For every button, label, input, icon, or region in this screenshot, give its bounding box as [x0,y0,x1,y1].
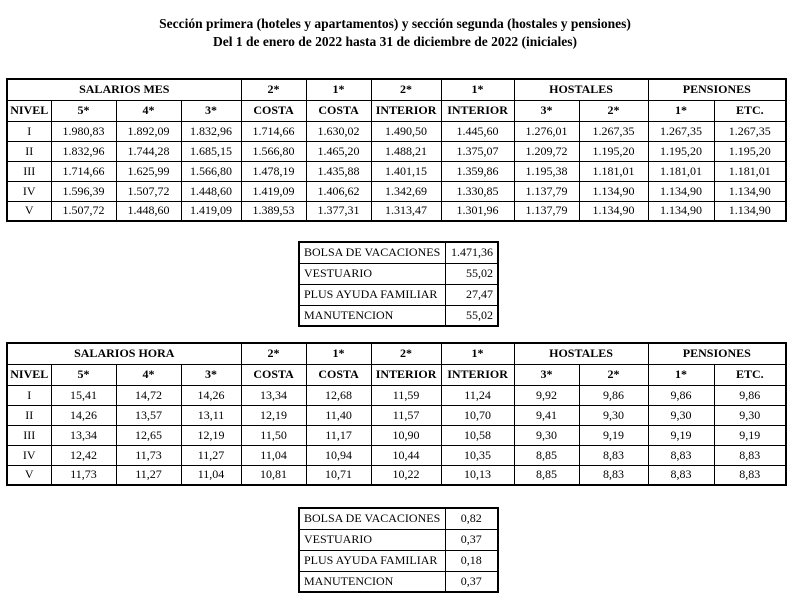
value-cell: 1.389,53 [241,201,306,221]
value-cell: 10,44 [371,445,441,465]
value-cell: 12,19 [241,405,306,425]
value-cell: 8,83 [714,445,786,465]
extra-value-cell: 0,18 [445,550,498,571]
col-header-cell: INTERIOR [371,364,441,385]
value-cell: 1.685,15 [181,141,241,161]
value-cell: 1.276,01 [514,121,579,141]
value-cell: 13,34 [51,425,116,445]
table-row [7,201,786,221]
col-header-cell: COSTA [241,364,306,385]
table-row [7,121,786,141]
value-cell: 10,90 [371,425,441,445]
value-cell: 11,73 [51,465,116,485]
nivel-cell: V [7,201,51,221]
nivel-cell: IV [7,181,51,201]
table-row [299,529,498,550]
value-cell: 1.507,72 [51,201,116,221]
value-cell: 11,59 [371,385,441,405]
col-header-cell: 3* [181,364,241,385]
table-row [7,181,786,201]
extra-value-cell: 0,37 [445,529,498,550]
value-cell: 1.401,15 [371,161,441,181]
col-header-cell: 4* [116,100,181,121]
value-cell: 1.465,20 [306,141,371,161]
extra-label-cell: BOLSA DE VACACIONES [299,242,445,263]
value-cell: 10,71 [306,465,371,485]
value-cell: 1.448,60 [116,201,181,221]
extras-mes-table [298,241,499,327]
table-row [299,508,498,529]
table-row [7,385,786,405]
value-cell: 12,19 [181,425,241,445]
value-cell: 8,85 [514,445,579,465]
table-title-cell: SALARIOS MES [7,79,241,100]
value-cell: 11,40 [306,405,371,425]
group-header-cell: HOSTALES [514,343,648,364]
col-header-cell: 2* [579,100,648,121]
value-cell: 1.630,02 [306,121,371,141]
value-cell: 1.375,07 [441,141,514,161]
group-header-cell: 1* [306,343,371,364]
value-cell: 10,81 [241,465,306,485]
value-cell: 1.181,01 [648,161,714,181]
extra-label-cell: PLUS AYUDA FAMILIAR [299,550,445,571]
nivel-cell: IV [7,445,51,465]
value-cell: 9,30 [514,425,579,445]
value-cell: 1.419,09 [241,181,306,201]
value-cell: 13,34 [241,385,306,405]
value-cell: 1.445,60 [441,121,514,141]
value-cell: 1.744,28 [116,141,181,161]
title-line-2: Del 1 de enero de 2022 hasta 31 de diciembre de 2022 (iniciales) [213,34,577,49]
group-header-cell: 1* [306,79,371,100]
group-header-cell: PENSIONES [648,343,786,364]
value-cell: 11,57 [371,405,441,425]
group-header-row [7,79,786,100]
col-header-cell: ETC. [714,364,786,385]
value-cell: 11,04 [181,465,241,485]
col-header-cell: 3* [514,100,579,121]
value-cell: 10,35 [441,445,514,465]
value-cell: 1.435,88 [306,161,371,181]
table-row [7,161,786,181]
col-header-cell: 5* [51,364,116,385]
value-cell: 9,86 [648,385,714,405]
value-cell: 1.406,62 [306,181,371,201]
group-header-cell: 2* [241,343,306,364]
extra-value-cell: 1.471,36 [445,242,498,263]
value-cell: 1.832,96 [51,141,116,161]
col-header-cell: 3* [514,364,579,385]
value-cell: 10,13 [441,465,514,485]
value-cell: 1.195,38 [514,161,579,181]
extra-value-cell: 55,02 [445,263,498,284]
value-cell: 12,65 [116,425,181,445]
value-cell: 1.267,35 [648,121,714,141]
nivel-cell: II [7,141,51,161]
group-header-cell: 2* [371,343,441,364]
value-cell: 1.195,20 [648,141,714,161]
value-cell: 1.134,90 [579,181,648,201]
table-row [7,425,786,445]
group-header-row [7,343,786,364]
value-cell: 1.267,35 [714,121,786,141]
nivel-cell: I [7,121,51,141]
value-cell: 9,30 [714,405,786,425]
value-cell: 10,70 [441,405,514,425]
value-cell: 1.625,99 [116,161,181,181]
value-cell: 1.342,69 [371,181,441,201]
table-row [299,284,498,305]
salarios-mes-table [6,78,787,222]
value-cell: 12,68 [306,385,371,405]
value-cell: 9,30 [579,405,648,425]
value-cell: 1.209,72 [514,141,579,161]
extra-value-cell: 55,02 [445,305,498,326]
value-cell: 12,42 [51,445,116,465]
value-cell: 11,73 [116,445,181,465]
extra-label-cell: MANUTENCION [299,571,445,592]
value-cell: 9,86 [714,385,786,405]
col-header-cell: INTERIOR [441,364,514,385]
col-header-cell: ETC. [714,100,786,121]
value-cell: 1.267,35 [579,121,648,141]
value-cell: 1.596,39 [51,181,116,201]
value-cell: 9,19 [579,425,648,445]
nivel-cell: I [7,385,51,405]
value-cell: 11,27 [181,445,241,465]
value-cell: 1.490,50 [371,121,441,141]
value-cell: 1.359,86 [441,161,514,181]
value-cell: 1.980,83 [51,121,116,141]
column-header-row [7,100,786,121]
extra-value-cell: 27,47 [445,284,498,305]
table-row [299,263,498,284]
value-cell: 1.134,90 [714,201,786,221]
group-header-cell: PENSIONES [648,79,786,100]
value-cell: 11,27 [116,465,181,485]
value-cell: 14,72 [116,385,181,405]
col-header-cell: 3* [181,100,241,121]
group-header-cell: 1* [441,79,514,100]
value-cell: 1.377,31 [306,201,371,221]
nivel-cell: III [7,161,51,181]
extra-label-cell: BOLSA DE VACACIONES [299,508,445,529]
value-cell: 1.892,09 [116,121,181,141]
col-header-cell: 2* [579,364,648,385]
extra-label-cell: VESTUARIO [299,263,445,284]
table-row [299,305,498,326]
extra-value-cell: 0,37 [445,571,498,592]
document-title [0,15,790,51]
value-cell: 1.507,72 [116,181,181,201]
extra-value-cell: 0,82 [445,508,498,529]
value-cell: 1.181,01 [714,161,786,181]
value-cell: 1.195,20 [579,141,648,161]
nivel-cell: V [7,465,51,485]
value-cell: 1.137,79 [514,181,579,201]
title-line-1: Sección primera (hoteles y apartamentos) y sección segunda (hostales y pensiones) [159,16,631,31]
value-cell: 1.566,80 [241,141,306,161]
value-cell: 9,92 [514,385,579,405]
col-header-cell: 4* [116,364,181,385]
value-cell: 11,24 [441,385,514,405]
col-header-cell: NIVEL [7,364,51,385]
value-cell: 1.301,96 [441,201,514,221]
value-cell: 11,17 [306,425,371,445]
nivel-cell: II [7,405,51,425]
value-cell: 15,41 [51,385,116,405]
table-row [7,141,786,161]
value-cell: 9,30 [648,405,714,425]
extra-label-cell: MANUTENCION [299,305,445,326]
nivel-cell: III [7,425,51,445]
col-header-cell: 5* [51,100,116,121]
value-cell: 13,57 [116,405,181,425]
col-header-cell: COSTA [241,100,306,121]
col-header-cell: NIVEL [7,100,51,121]
value-cell: 13,11 [181,405,241,425]
extra-label-cell: PLUS AYUDA FAMILIAR [299,284,445,305]
value-cell: 1.488,21 [371,141,441,161]
group-header-cell: 2* [241,79,306,100]
value-cell: 1.832,96 [181,121,241,141]
value-cell: 1.134,90 [579,201,648,221]
table-row [299,550,498,571]
col-header-cell: 1* [648,100,714,121]
value-cell: 1.181,01 [579,161,648,181]
value-cell: 10,94 [306,445,371,465]
value-cell: 9,19 [648,425,714,445]
extras-hora-table [298,507,499,593]
value-cell: 9,19 [714,425,786,445]
value-cell: 9,41 [514,405,579,425]
value-cell: 8,83 [648,445,714,465]
value-cell: 10,22 [371,465,441,485]
value-cell: 8,83 [579,465,648,485]
table-row [299,242,498,263]
value-cell: 1.714,66 [241,121,306,141]
table-title-cell: SALARIOS HORA [7,343,241,364]
col-header-cell: COSTA [306,100,371,121]
value-cell: 8,85 [514,465,579,485]
value-cell: 14,26 [181,385,241,405]
salarios-hora-table [6,342,787,486]
group-header-cell: 1* [441,343,514,364]
value-cell: 1.134,90 [714,181,786,201]
col-header-cell: INTERIOR [441,100,514,121]
value-cell: 1.137,79 [514,201,579,221]
col-header-cell: COSTA [306,364,371,385]
value-cell: 9,86 [579,385,648,405]
table-row [7,405,786,425]
value-cell: 1.134,90 [648,181,714,201]
value-cell: 1.419,09 [181,201,241,221]
value-cell: 8,83 [579,445,648,465]
value-cell: 1.330,85 [441,181,514,201]
value-cell: 8,83 [714,465,786,485]
table-row [7,445,786,465]
extra-label-cell: VESTUARIO [299,529,445,550]
table-row [299,571,498,592]
value-cell: 11,50 [241,425,306,445]
group-header-cell: 2* [371,79,441,100]
value-cell: 11,04 [241,445,306,465]
value-cell: 14,26 [51,405,116,425]
value-cell: 10,58 [441,425,514,445]
value-cell: 8,83 [648,465,714,485]
col-header-cell: INTERIOR [371,100,441,121]
value-cell: 1.714,66 [51,161,116,181]
table-row [7,465,786,485]
value-cell: 1.313,47 [371,201,441,221]
col-header-cell: 1* [648,364,714,385]
value-cell: 1.566,80 [181,161,241,181]
value-cell: 1.478,19 [241,161,306,181]
group-header-cell: HOSTALES [514,79,648,100]
value-cell: 1.195,20 [714,141,786,161]
value-cell: 1.134,90 [648,201,714,221]
value-cell: 1.448,60 [181,181,241,201]
column-header-row [7,364,786,385]
